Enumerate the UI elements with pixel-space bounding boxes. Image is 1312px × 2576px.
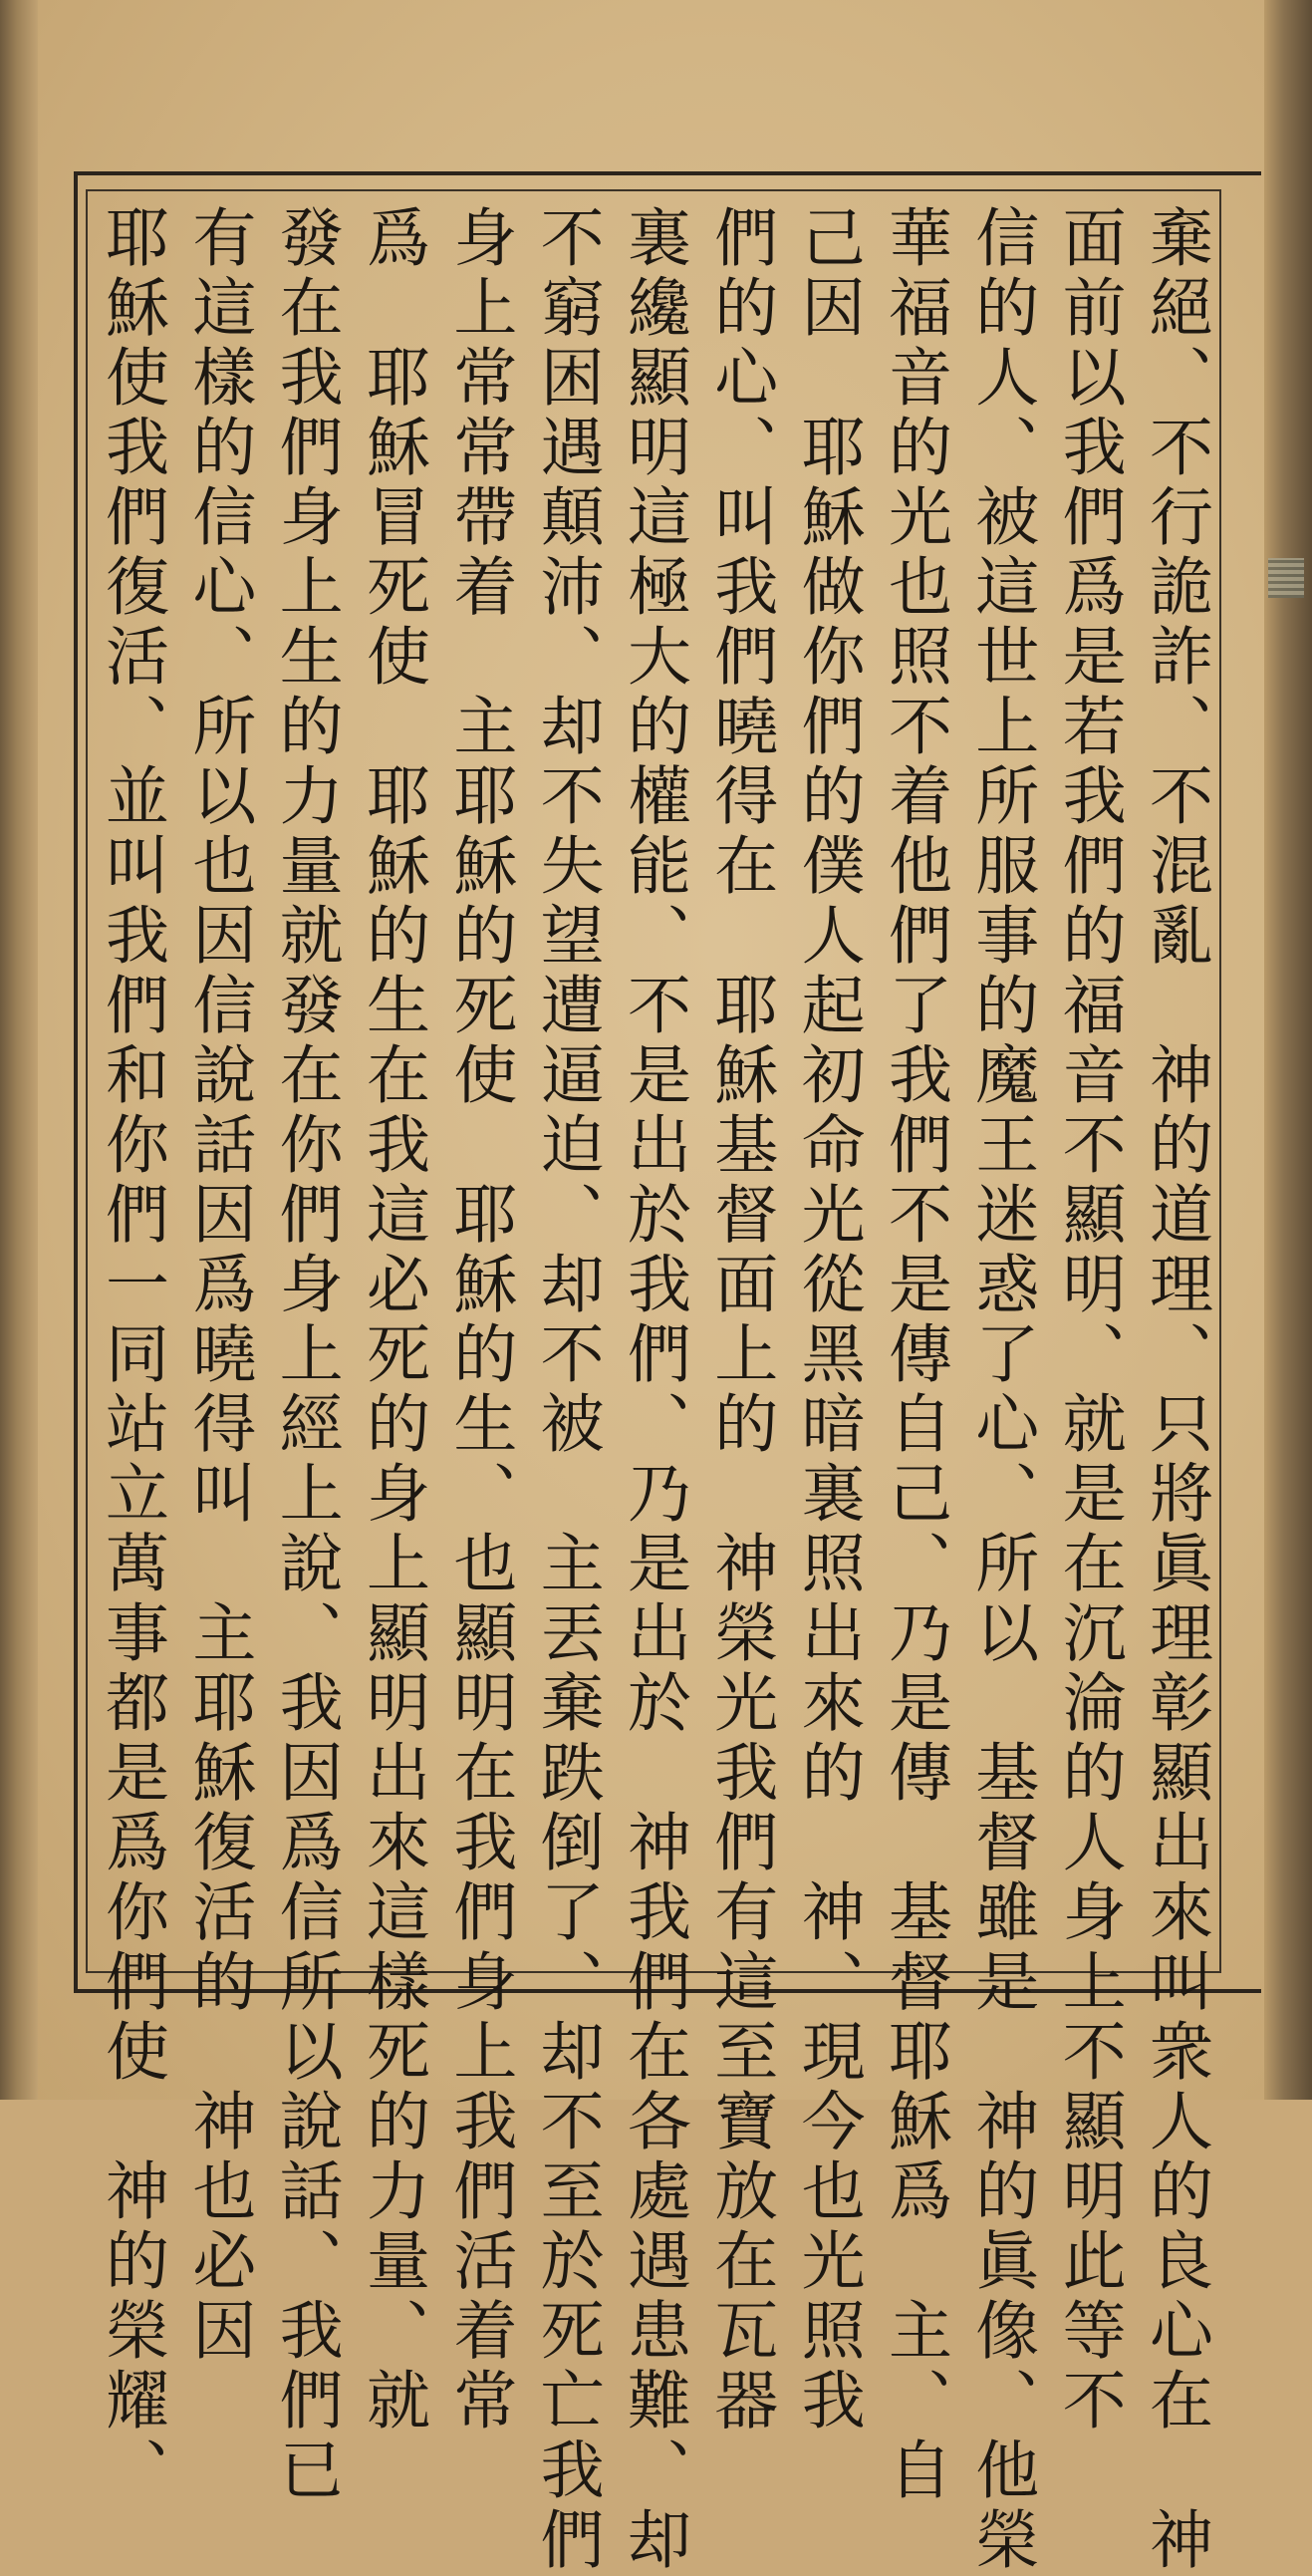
text-column: 己因 耶穌做你們的僕人起初命光從黑暗裏照出來的 神、現今也光照我 [790, 204, 865, 2436]
text-column: 發在我們身上生的力量就發在你們身上經上說、我因爲信所以說話、我們已 [268, 204, 343, 2506]
text-column: 耶穌使我們復活、並叫我們和你們一同站立萬事都是爲你們使 神的榮耀、 [95, 204, 168, 2506]
text-column: 棄絕、不行詭詐、不混亂 神的道理、只將眞理彰顯出來叫衆人的良心在 神 [1138, 204, 1212, 2576]
vertical-text-block [95, 204, 1212, 2576]
text-column: 華福音的光也照不着他們了我們不是傳自己、乃是傳 基督耶穌爲 主、自 [877, 204, 951, 2506]
text-column: 身上常常帶着 主耶穌的死使 耶穌的生、也顯明在我們身上我們活着常 [442, 204, 517, 2436]
text-column: 不窮困遇顛沛、却不失望遭逼迫、却不被 主丟棄跌倒了、却不至於死亡我們 [529, 204, 604, 2576]
text-column: 面前以我們爲是若我們的福音不顯明、就是在沉淪的人身上不顯明此等不 [1051, 204, 1126, 2436]
text-column: 裏纔顯明這極大的權能、不是出於我們、乃是出於 神我們在各處遇患難、却 [616, 204, 690, 2576]
book-spine [0, 0, 38, 2100]
text-column: 爲 耶穌冒死使 耶穌的生在我這必死的身上顯明出來這樣死的力量、就 [355, 204, 429, 2436]
text-column: 信的人、被這世上所服事的魔王迷惑了心、所以 基督雖是 神的眞像、他榮 [964, 204, 1039, 2576]
text-column: 有這樣的信心、所以也因信說話因爲曉得叫 主耶穌復活的 神也必因 [181, 204, 256, 2367]
page-tab-marks [1268, 558, 1304, 598]
page-stack-edge [1264, 0, 1312, 2100]
text-column: 們的心、叫我們曉得在 耶穌基督面上的 神榮光我們有這至寶放在瓦器 [703, 204, 778, 2436]
